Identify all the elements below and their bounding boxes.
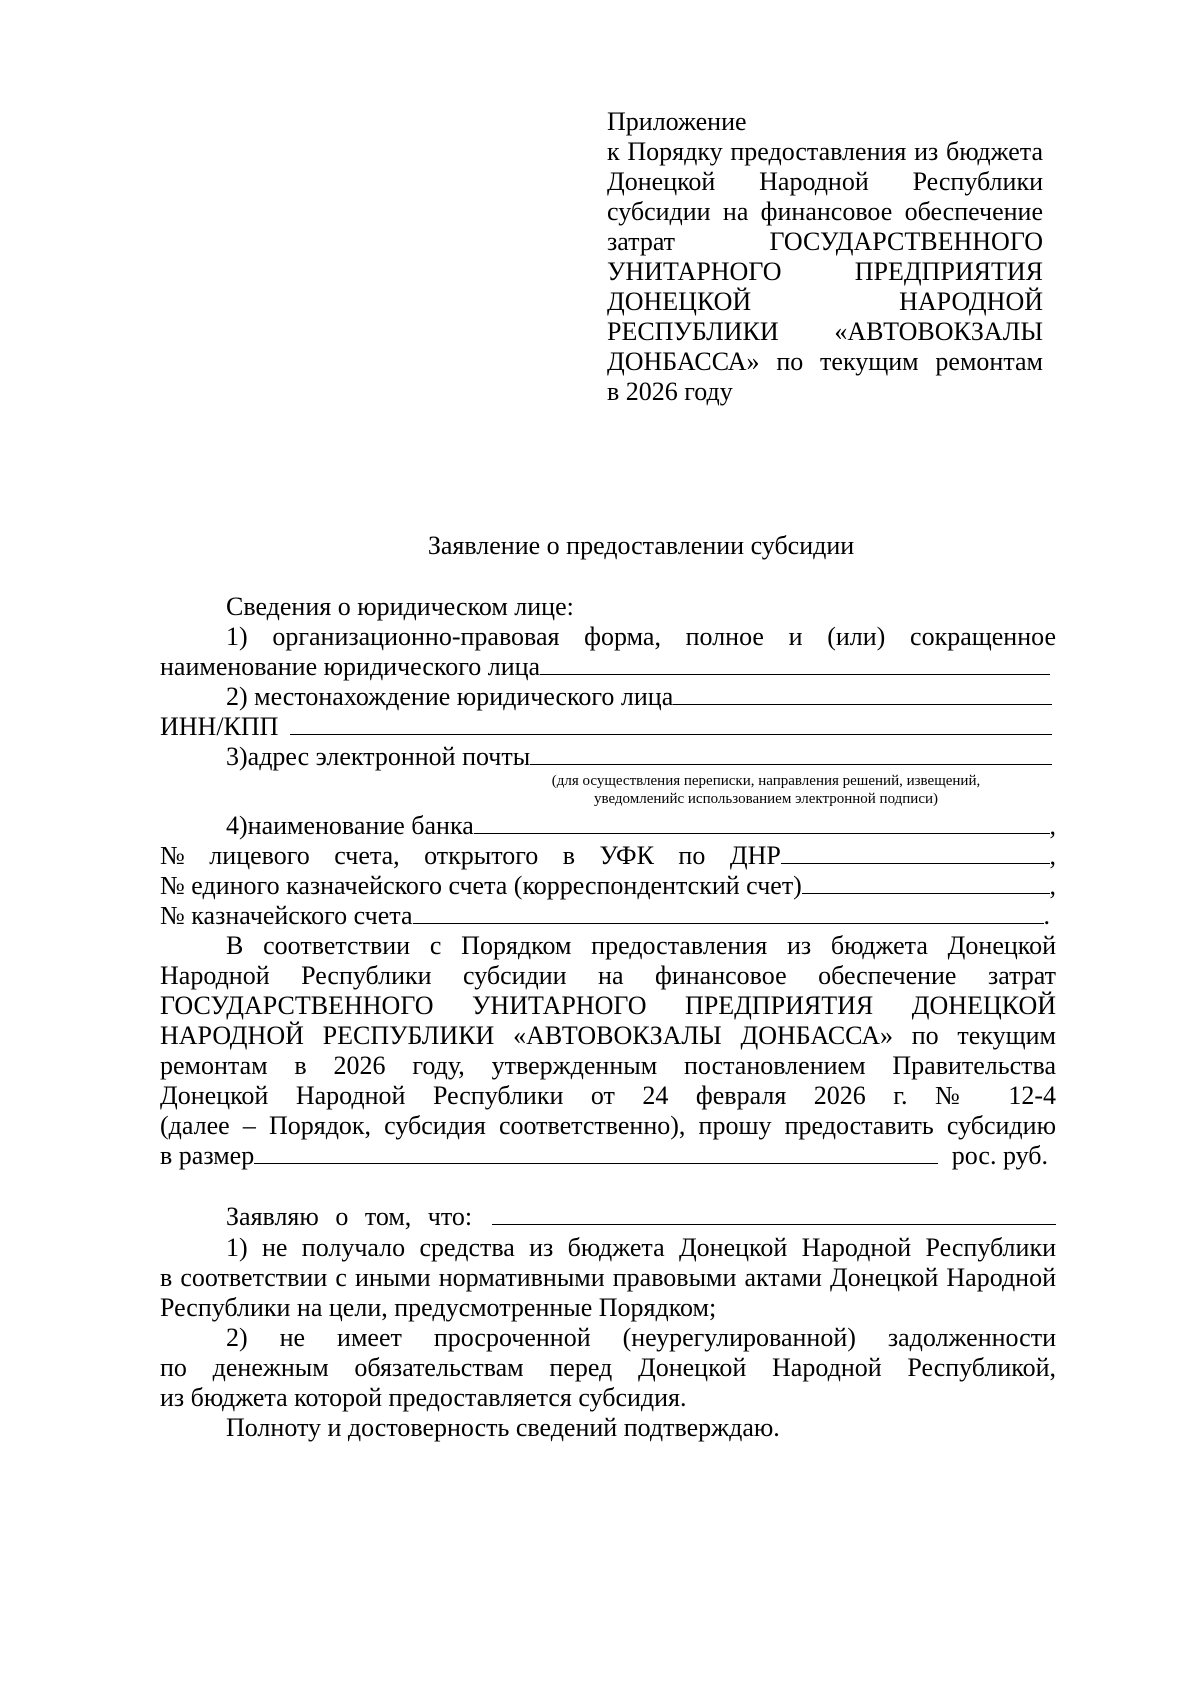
item4-row <box>226 810 1056 842</box>
request-line: НАРОДНОЙ РЕСПУБЛИКИ «АВТОВОКЗАЛЫ ДОНБАССА» по текущим <box>160 1021 1056 1050</box>
amount-field[interactable] <box>254 1141 938 1164</box>
treasury-single-row <box>160 870 1056 902</box>
declaration-item1-line: Республики на цели, предусмотренные Порядком; <box>160 1293 717 1322</box>
amount-suffix: рос. руб. <box>951 1141 1048 1170</box>
appendix-line: субсидии на финансовое обеспечение <box>607 197 1043 226</box>
appendix-line: УНИТАРНОГО ПРЕДПРИЯТИЯ <box>607 257 1043 286</box>
declaration-item1-line: в соответствии с иными нормативными правовыми актами Донецкой Народной <box>160 1263 1056 1292</box>
appendix-line: в 2026 году <box>607 377 733 406</box>
inn-label: ИНН/КПП <box>160 712 279 741</box>
confirmation-statement: Полноту и достоверность сведений подтверждаю. <box>226 1413 780 1442</box>
account-field[interactable] <box>781 841 1050 864</box>
item2-row <box>226 681 1052 713</box>
request-line: ремонтам в 2026 году, утвержденным постановлением Правительства <box>160 1051 1056 1080</box>
account-row <box>160 840 1056 872</box>
treasury-single-field[interactable] <box>802 871 1050 894</box>
appendix-line: затрат ГОСУДАРСТВЕННОГО <box>607 227 1043 256</box>
request-line: Народной Республики субсидии на финансовое обеспечение затрат <box>160 961 1056 990</box>
email-note-line1: (для осуществления переписки, направления решений, извещений, <box>551 773 981 789</box>
declaration-item2-line: из бюджета которой предоставляется субсидия. <box>160 1383 687 1412</box>
amount-prefix: в размер <box>160 1141 255 1170</box>
item1-line1: 1) организационно-правовая форма, полное и (или) сокращенное <box>226 622 1056 651</box>
declaration-item1-line: 1) не получало средства из бюджета Донецкой Народной Республики <box>226 1233 1056 1262</box>
request-line: (далее – Порядок, субсидия соответственно), прошу предоставить субсидию <box>160 1111 1056 1140</box>
appendix-line: ДОНЕЦКОЙ НАРОДНОЙ <box>607 287 1043 316</box>
account-label: № лицевого счета, открытого в УФК по ДНР <box>160 841 781 870</box>
appendix-line: Приложение <box>607 107 747 136</box>
email-field[interactable] <box>530 742 1052 765</box>
appendix-line: РЕСПУБЛИКИ «АВТОВОКЗАЛЫ <box>607 317 1043 346</box>
request-line: Донецкой Народной Республики от 24 февраля 2026 г. № 12-4 <box>160 1081 1056 1110</box>
inn-kpp-field[interactable] <box>290 712 1052 735</box>
treasury-field[interactable] <box>413 901 1044 924</box>
declaration-item2-line: 2) не имеет просроченной (неурегулированной) задолженности <box>226 1323 1056 1352</box>
request-line: В соответствии с Порядком предоставления из бюджета Донецкой <box>226 931 1056 960</box>
account-comma: , <box>1049 841 1056 870</box>
item3-label: 3)адрес электронной почты <box>226 742 531 771</box>
inn-row <box>160 711 1052 743</box>
item1-line2-row <box>160 651 1050 683</box>
legal-address-field[interactable] <box>673 682 1052 705</box>
declaration-item2-line: по денежным обязательствам перед Донецкой Народной Республикой, <box>160 1353 1056 1382</box>
treasury-period: . <box>1043 901 1050 930</box>
item2-label: 2) местонахождение юридического лица <box>226 682 674 711</box>
treasury-single-label: № единого казначейского счета (корреспондентский счет) <box>160 871 802 900</box>
bank-name-field[interactable] <box>474 811 1050 834</box>
appendix-line: к Порядку предоставления из бюджета <box>607 137 1043 166</box>
declaration-field[interactable] <box>492 1202 1056 1225</box>
item4-comma: , <box>1049 811 1056 840</box>
treasury-single-comma: , <box>1049 871 1056 900</box>
item4-label: 4)наименование банка <box>226 811 474 840</box>
treasury-label: № казначейского счета <box>160 901 413 930</box>
document-title: Заявление о предоставлении субсидии <box>427 531 855 560</box>
treasury-row <box>160 900 1050 932</box>
item3-row <box>226 741 1052 773</box>
item1-line2-label: наименование юридического лица <box>160 652 541 681</box>
request-line: ГОСУДАРСТВЕННОГО УНИТАРНОГО ПРЕДПРИЯТИЯ ДОНЕЦКОЙ <box>160 991 1056 1020</box>
amount-row <box>160 1140 1048 1172</box>
legal-entity-name-field[interactable] <box>540 652 1050 675</box>
declaration-intro: Заявляю о том, что: <box>226 1202 473 1231</box>
declaration-intro-row <box>226 1201 1056 1233</box>
form-heading: Сведения о юридическом лице: <box>226 592 574 621</box>
email-note-line2: уведомленийс использованием электронной подписи) <box>593 791 939 807</box>
appendix-line: Донецкой Народной Республики <box>607 167 1043 196</box>
appendix-line: ДОНБАССА» по текущим ремонтам <box>607 347 1043 376</box>
